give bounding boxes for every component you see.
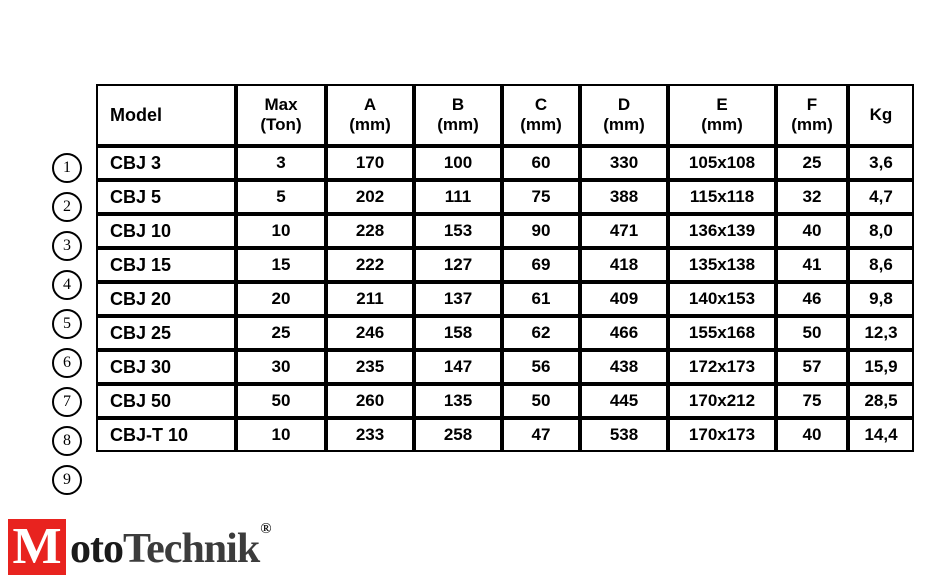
column-header-b [414,84,502,146]
cell-d: 471 [580,214,668,248]
cell-a: 235 [326,350,414,384]
cell-max: 10 [236,214,326,248]
cell-a: 246 [326,316,414,350]
table-row [96,384,914,418]
logo-wordmark [70,521,271,572]
column-header-unit: (mm) [603,115,645,134]
cell-c: 60 [502,146,580,180]
column-header-label: D [617,95,631,114]
cell-b: 100 [414,146,502,180]
cell-b: 127 [414,248,502,282]
cell-f: 25 [776,146,848,180]
cell-d: 438 [580,350,668,384]
mototechnik-logo [8,519,269,575]
cell-kg: 3,6 [848,146,914,180]
column-header-kg [848,84,914,146]
cell-f: 75 [776,384,848,418]
cell-max: 3 [236,146,326,180]
cell-d: 466 [580,316,668,350]
cell-max: 25 [236,316,326,350]
cell-a: 211 [326,282,414,316]
cell-b: 147 [414,350,502,384]
cell-max: 10 [236,418,326,452]
row-number-badge: 2 [52,192,82,222]
cell-b: 153 [414,214,502,248]
row-number-badge: 3 [52,231,82,261]
cell-e: 135x138 [668,248,776,282]
cell-kg: 4,7 [848,180,914,214]
specification-table [96,84,914,452]
column-header-unit: (Ton) [260,115,302,134]
cell-d: 409 [580,282,668,316]
column-header-unit: (mm) [791,115,833,134]
cell-max: 30 [236,350,326,384]
cell-b: 135 [414,384,502,418]
cell-model: CBJ 10 [96,214,236,248]
table-header [96,84,914,146]
cell-kg: 28,5 [848,384,914,418]
cell-kg: 14,4 [848,418,914,452]
cell-max: 20 [236,282,326,316]
logo-text-oto: oto [70,526,123,572]
cell-f: 40 [776,418,848,452]
cell-max: 5 [236,180,326,214]
column-header-label: F [806,95,818,114]
table-body [96,146,914,452]
cell-max: 15 [236,248,326,282]
cell-model: CBJ 50 [96,384,236,418]
logo-mark-square [8,519,66,575]
cell-e: 172x173 [668,350,776,384]
specification-table-container [96,84,898,452]
column-header-e [668,84,776,146]
column-header-a [326,84,414,146]
column-header-unit: (mm) [520,115,562,134]
cell-c: 69 [502,248,580,282]
column-header-c [502,84,580,146]
column-header-unit: (mm) [701,115,743,134]
column-header-unit: (mm) [349,115,391,134]
table-row [96,214,914,248]
cell-b: 111 [414,180,502,214]
column-header-d [580,84,668,146]
table-row [96,316,914,350]
row-number-badge: 5 [52,309,82,339]
cell-f: 57 [776,350,848,384]
row-number-badge: 4 [52,270,82,300]
cell-c: 90 [502,214,580,248]
cell-model: CBJ 3 [96,146,236,180]
table-row [96,418,914,452]
cell-e: 170x173 [668,418,776,452]
column-header-model [96,84,236,146]
cell-max: 50 [236,384,326,418]
logo-text-technik: Technik [123,526,260,572]
cell-model: CBJ 30 [96,350,236,384]
table-header-row [96,84,914,146]
cell-c: 56 [502,350,580,384]
cell-e: 170x212 [668,384,776,418]
cell-f: 46 [776,282,848,316]
table-row [96,350,914,384]
cell-d: 330 [580,146,668,180]
cell-b: 258 [414,418,502,452]
column-header-label: A [363,95,377,114]
column-header-label: C [534,95,548,114]
cell-c: 47 [502,418,580,452]
row-number-badge: 1 [52,153,82,183]
cell-a: 202 [326,180,414,214]
row-number-badge: 6 [52,348,82,378]
cell-f: 50 [776,316,848,350]
cell-kg: 9,8 [848,282,914,316]
cell-model: CBJ 5 [96,180,236,214]
row-number-badge: 8 [52,426,82,456]
cell-b: 137 [414,282,502,316]
cell-a: 222 [326,248,414,282]
row-number-badge: 9 [52,465,82,495]
registered-trademark-symbol: ® [260,521,271,537]
cell-a: 260 [326,384,414,418]
column-header-unit: (mm) [437,115,479,134]
row-number-column [52,153,96,504]
cell-e: 115x118 [668,180,776,214]
cell-model: CBJ 15 [96,248,236,282]
column-header-label: Model [110,105,162,125]
cell-kg: 15,9 [848,350,914,384]
column-header-f [776,84,848,146]
cell-a: 233 [326,418,414,452]
logo-letter-m: M [12,518,62,575]
cell-kg: 8,0 [848,214,914,248]
table-row [96,146,914,180]
column-header-label: E [716,95,728,114]
cell-e: 105x108 [668,146,776,180]
cell-f: 40 [776,214,848,248]
column-header-max [236,84,326,146]
cell-d: 445 [580,384,668,418]
cell-c: 61 [502,282,580,316]
cell-model: CBJ 25 [96,316,236,350]
cell-model: CBJ 20 [96,282,236,316]
column-header-label: Max [264,95,298,114]
cell-c: 62 [502,316,580,350]
cell-a: 228 [326,214,414,248]
table-row [96,282,914,316]
cell-b: 158 [414,316,502,350]
cell-f: 32 [776,180,848,214]
table-row [96,180,914,214]
cell-e: 136x139 [668,214,776,248]
column-header-label: B [451,95,465,114]
cell-f: 41 [776,248,848,282]
cell-c: 75 [502,180,580,214]
cell-a: 170 [326,146,414,180]
cell-model: CBJ-T 10 [96,418,236,452]
row-number-badge: 7 [52,387,82,417]
cell-d: 538 [580,418,668,452]
cell-d: 418 [580,248,668,282]
table-row [96,248,914,282]
cell-kg: 12,3 [848,316,914,350]
column-header-label: Kg [869,105,893,124]
cell-c: 50 [502,384,580,418]
cell-e: 155x168 [668,316,776,350]
cell-d: 388 [580,180,668,214]
cell-kg: 8,6 [848,248,914,282]
cell-e: 140x153 [668,282,776,316]
